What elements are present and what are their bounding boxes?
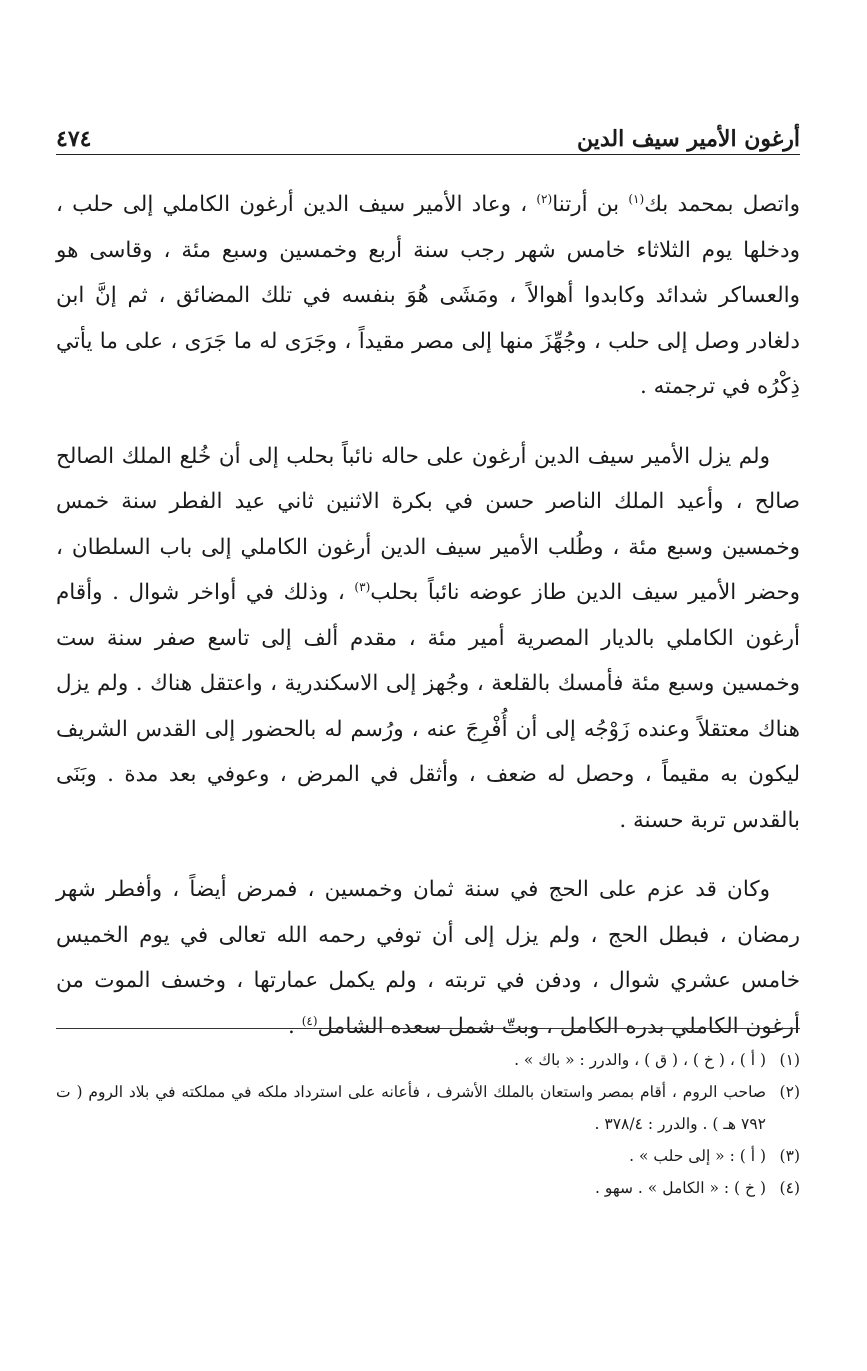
paragraph-1: واتصل بمحمد بك$^{(١)}$ بن أرتنا$^{(٢)}$ ، وعاد الأمير سيف الدين أرغون الكاملي إلى حلب ، ودخلها يوم الثلاثاء خامس شهر رجب سنة أربع وخمسين وسبع مئة ، وقاسى هو والعساكر شدائد وكابدوا أهوالاً ، ومَشَى هُوَ بنفسه في تلك المضائق ، ثم إنَّ ابن دلغادر وصل إلى حلب ، وجُهِّزَ منها إلى مصر مقيداً ، وجَرَى له ما جَرَى ، على ما يأتي ذِكْرُه في ترجمته .	[56, 191, 800, 399]
footnote-item	[56, 1076, 800, 1140]
page-number: ٤٧٤	[56, 126, 92, 152]
footnote-ref-1[interactable]: (١)	[628, 191, 645, 206]
footnote-text: ( خ ) : « الكامل » . سهو .	[595, 1179, 766, 1197]
paragraph-3: وكان قد عزم على الحج في سنة ثمان وخمسين ، فمرض أيضاً ، وأفطر شهر رمضان ، فبطل الحج ، ولم يزل إلى أن توفي رحمه الله تعالى في يوم الخميس خامس عشري شوال ، ودفن في تربته ، ولم يكمل عمارتها ، وخسف الموت من أرغون الكاملي بدره الكامل ، وبتّ شمل سعده الشامل$^{(٤)}$ .	[56, 877, 800, 1039]
footnote-text: ( أ ) : « إلى حلب » .	[629, 1147, 766, 1165]
footnote-number: (٢)	[779, 1083, 800, 1101]
header-divider	[56, 154, 800, 155]
footnote-text: صاحب الروم ، أقام بمصر واستعان بالملك الأشرف ، فأعانه على استرداد ملكه في مملكته في بلاد الروم ( ت ٧٩٢ هـ ) . والدرر : ٣٧٨/٤ .	[56, 1083, 766, 1133]
footnote-number: (١)	[779, 1051, 800, 1069]
footnote-ref-2[interactable]: (٢)	[536, 191, 553, 206]
footnotes	[56, 1044, 800, 1204]
footnote-item	[56, 1140, 800, 1172]
page-header	[56, 112, 800, 152]
footnote-number: (٣)	[779, 1147, 800, 1165]
footnote-item	[56, 1172, 800, 1204]
footnote-number: (٤)	[779, 1179, 800, 1197]
running-title: أرغون الأمير سيف الدين	[576, 126, 800, 152]
footnote-ref-3[interactable]: (٣)	[354, 579, 371, 594]
main-text	[56, 182, 800, 1049]
footnote-divider	[56, 1028, 800, 1029]
footnote-ref-4[interactable]: (٤)	[301, 1013, 318, 1028]
paragraph-2: ولم يزل الأمير سيف الدين أرغون على حاله نائباً بحلب إلى أن خُلع الملك الصالح صالح ، وأعيد الملك الناصر حسن في بكرة الاثنين ثاني عيد الفطر سنة خمس وخمسين وسبع مئة ، وطُلب الأمير سيف الدين أرغون الكاملي إلى باب السلطان ، وحضر الأمير سيف الدين طاز عوضه نائباً بحلب$^{(٣)}$ ، وذلك في أواخر شوال . وأقام أرغون الكاملي بالديار المصرية أمير مئة ، مقدم ألف إلى تاسع صفر سنة ست وخمسين وسبع مئة فأمسك بالقلعة ، وجُهز إلى الاسكندرية ، واعتقل هناك . ولم يزل هناك معتقلاً وعنده زَوْجُه إلى أن أُفْرِجَ عنه ، ورُسم له بالحضور إلى القدس الشريف ليكون به مقيماً ، وحصل له ضعف ، وأثقل في المرض ، وعوفي بعد مدة . وبَنَى بالقدس تربة حسنة .	[56, 443, 800, 833]
footnote-text: ( أ ) ، ( خ ) ، ( ق ) ، والدرر : « باك » .	[514, 1051, 766, 1069]
footnote-item	[56, 1044, 800, 1076]
